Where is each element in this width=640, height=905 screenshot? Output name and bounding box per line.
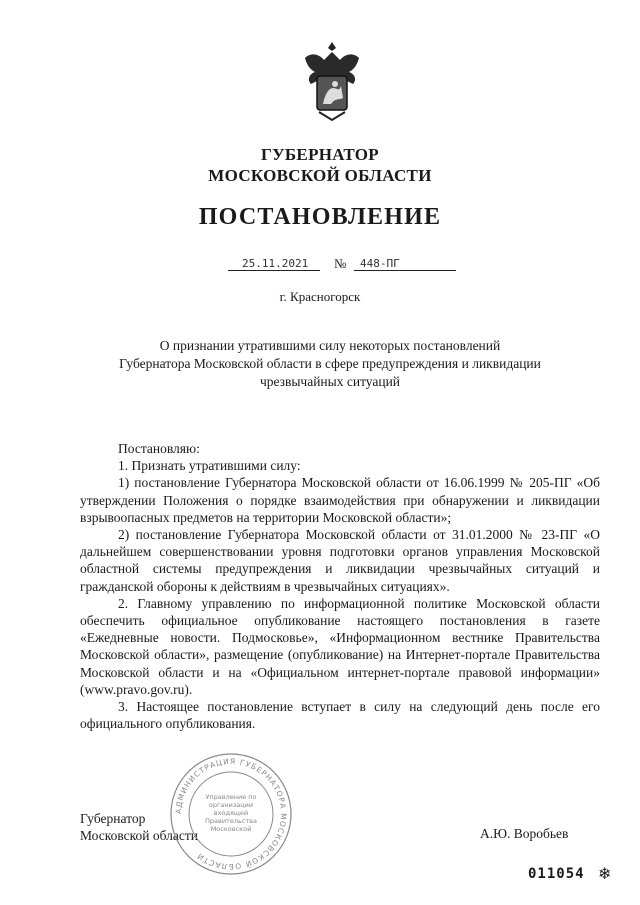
- number-underline: [354, 270, 456, 271]
- date-number-line: [228, 255, 456, 275]
- signatory-title-line-2: Московской области: [80, 828, 199, 843]
- document-body: [80, 440, 600, 732]
- body-paragraph-3: 3. Настоящее постановление вступает в силу на следующий день после его официального опубликования.: [80, 699, 600, 732]
- date-underline: [228, 270, 320, 271]
- body-paragraph-1-1: 1) постановление Губернатора Московской области от 16.06.1999 № 205-ПГ «Об утверждении Положения о порядке взаимодействия при обнаружении и ликвидации взрывоопасных предметов на территории Московской области»;: [80, 475, 600, 525]
- title-line-2: Губернатора Московской области в сфере предупреждения и ликвидации: [119, 356, 541, 371]
- title-line-1: О признании утратившими силу некоторых постановлений: [159, 338, 501, 353]
- snowflake-mark: ❄: [598, 866, 612, 883]
- document-number: 448-ПГ: [360, 257, 400, 270]
- stamp-ring-text: АДМИНИСТРАЦИЯ ГУБЕРНАТОРА МОСКОВСКОЙ ОБЛАСТИ: [173, 756, 289, 872]
- serial-number: 011054: [528, 866, 585, 882]
- stamp-inner-text: Управление по организации входящей Правительства Московской: [205, 793, 257, 833]
- document-date: 25.11.2021: [242, 257, 309, 270]
- city-label: г. Красногорск: [279, 289, 361, 304]
- signatory-name: А.Ю. Воробьев: [480, 826, 569, 841]
- document-title: [70, 337, 590, 391]
- authority-line-1: ГУБЕРНАТОР: [261, 145, 379, 164]
- document-type-heading: ПОСТАНОВЛЕНИЕ: [198, 204, 442, 230]
- signatory-title-line-1: Губернатор: [80, 811, 146, 826]
- body-paragraph-1: 1. Признать утратившими силу:: [118, 458, 301, 474]
- body-paragraph-decree: Постановляю:: [118, 441, 200, 456]
- authority-line-2: МОСКОВСКОЙ ОБЛАСТИ: [208, 166, 432, 185]
- coat-of-arms-icon: [297, 38, 367, 124]
- body-paragraph-1-2: 2) постановление Губернатора Московской области от 31.01.2000 № 23-ПГ «О дальнейшем совершенствовании уровня подготовки органов управления Московской областной системы предупреждения и ликвидации чрезвычайных ситуаций и гражданской обороны к действиям в чрезвычайных ситуациях».: [80, 527, 600, 594]
- number-sign: №: [334, 256, 347, 271]
- title-line-3: чрезвычайных ситуаций: [259, 374, 401, 389]
- body-paragraph-2: 2. Главному управлению по информационной политике Московской области обеспечить официальное опубликование настоящего постановления в газете «Ежедневные новости. Подмосковье», «Информационном вестнике Правительства Московской области», размещение (опубликование) на Интернет-портале Правительства Московской области и на «Официальном интернет-портале правовой информации» (www.pravo.gov.ru).: [80, 595, 600, 697]
- official-stamp: [168, 751, 294, 877]
